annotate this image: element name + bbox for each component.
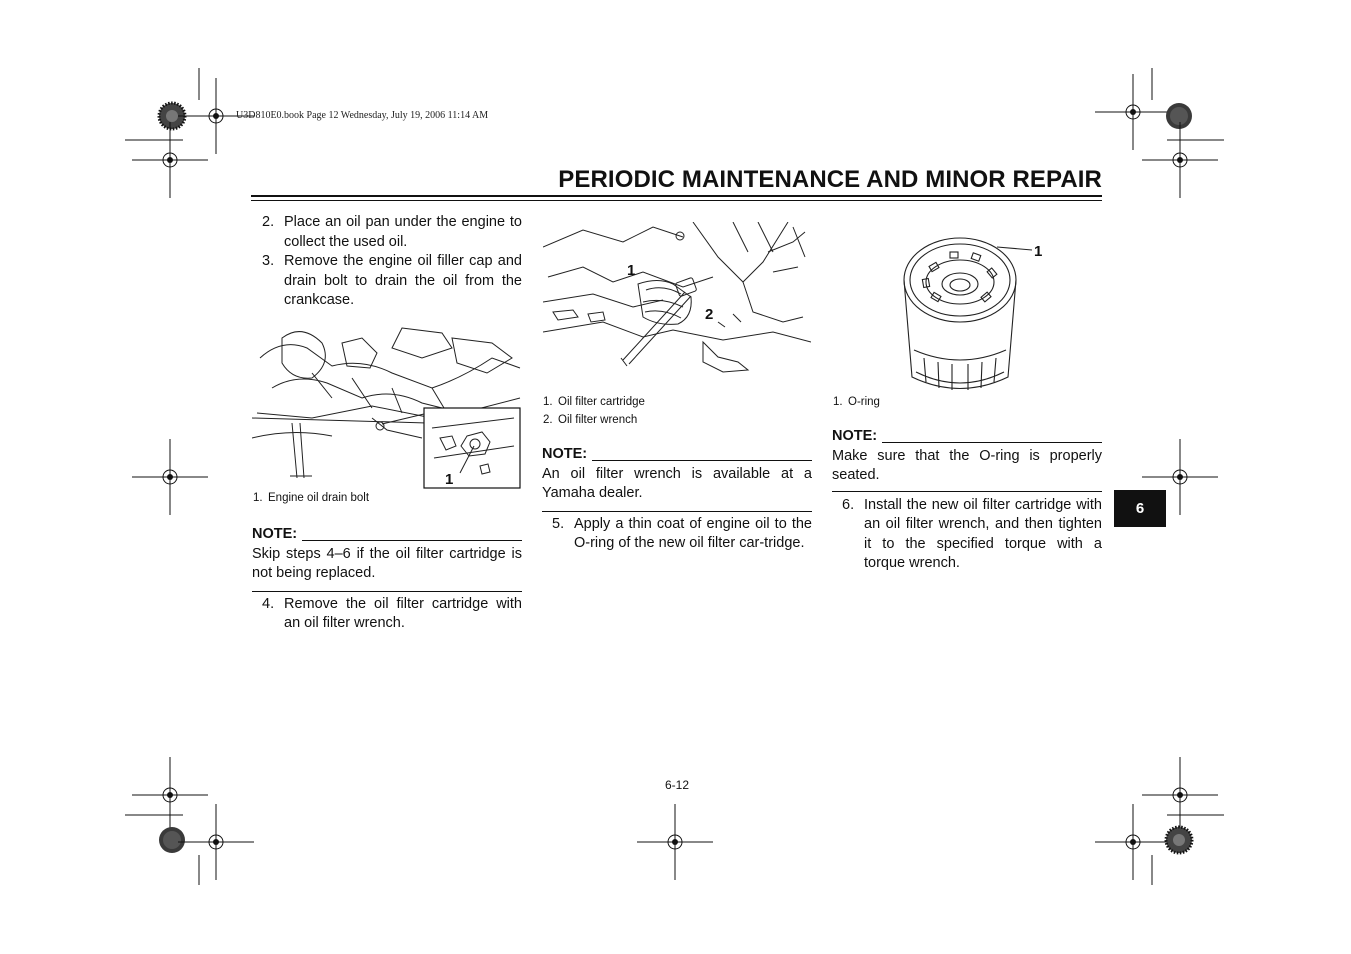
column-2 bbox=[542, 393, 812, 554]
note-text: Skip steps 4–6 if the oil filter cartridge is not being replaced. bbox=[252, 545, 522, 581]
oil-filter-wrench-illustration bbox=[543, 222, 811, 377]
step-4: 4. Remove the oil filter cartridge with an oil filter wrench. bbox=[262, 595, 522, 631]
page-number: 6-12 bbox=[664, 778, 690, 792]
oil-filter-cartridge-illustration bbox=[832, 222, 1102, 394]
figure-caption-2: 2. Oil filter wrench bbox=[543, 414, 638, 426]
print-header: U3D810E0.book Page 12 Wednesday, July 19, 2006 11:14 AM bbox=[236, 110, 489, 121]
note-rule bbox=[542, 511, 812, 512]
note-text: An oil filter wrench is available at a Yamaha dealer. bbox=[542, 465, 812, 501]
figure-callout-1: 1 bbox=[627, 262, 636, 279]
column-1 bbox=[252, 213, 522, 311]
step-2: 2. Place an oil pan under the engine to collect the used oil. bbox=[262, 214, 522, 250]
step-5: 5. Apply a thin coat of engine oil to the O-ring of the new oil filter car-tridge. bbox=[552, 515, 812, 551]
step-3: 3. Remove the engine oil filler cap and drain bolt to drain the oil from the crankcase. bbox=[262, 253, 522, 308]
figure-caption-1: 1. Oil filter cartridge bbox=[543, 396, 645, 408]
figure-callout: 1 bbox=[1034, 243, 1043, 260]
column-1-lower bbox=[252, 489, 522, 634]
chapter-tab: 6 bbox=[1114, 490, 1166, 527]
note-rule bbox=[832, 491, 1102, 492]
figure-caption: 1. Engine oil drain bolt bbox=[253, 492, 370, 504]
page-title: PERIODIC MAINTENANCE AND MINOR REPAIR bbox=[558, 166, 1102, 193]
note-heading: NOTE: bbox=[252, 525, 522, 545]
note-rule bbox=[252, 591, 522, 592]
note-heading: NOTE: bbox=[542, 445, 812, 465]
note-text: Make sure that the O-ring is properly seated. bbox=[832, 447, 1102, 483]
title-rule-thin bbox=[251, 200, 1102, 201]
drain-bolt-illustration bbox=[252, 318, 522, 490]
figure-callout: 1 bbox=[445, 471, 454, 488]
title-rule bbox=[251, 195, 1102, 197]
step-6: 6. Install the new oil filter cartridge with an oil filter wrench, and then tighten it to the specified torque with a torque wrench. bbox=[842, 496, 1102, 571]
note-heading: NOTE: bbox=[832, 427, 1102, 447]
figure-caption: 1. O-ring bbox=[833, 396, 880, 408]
column-3 bbox=[832, 393, 1102, 574]
figure-callout-2: 2 bbox=[705, 306, 714, 323]
